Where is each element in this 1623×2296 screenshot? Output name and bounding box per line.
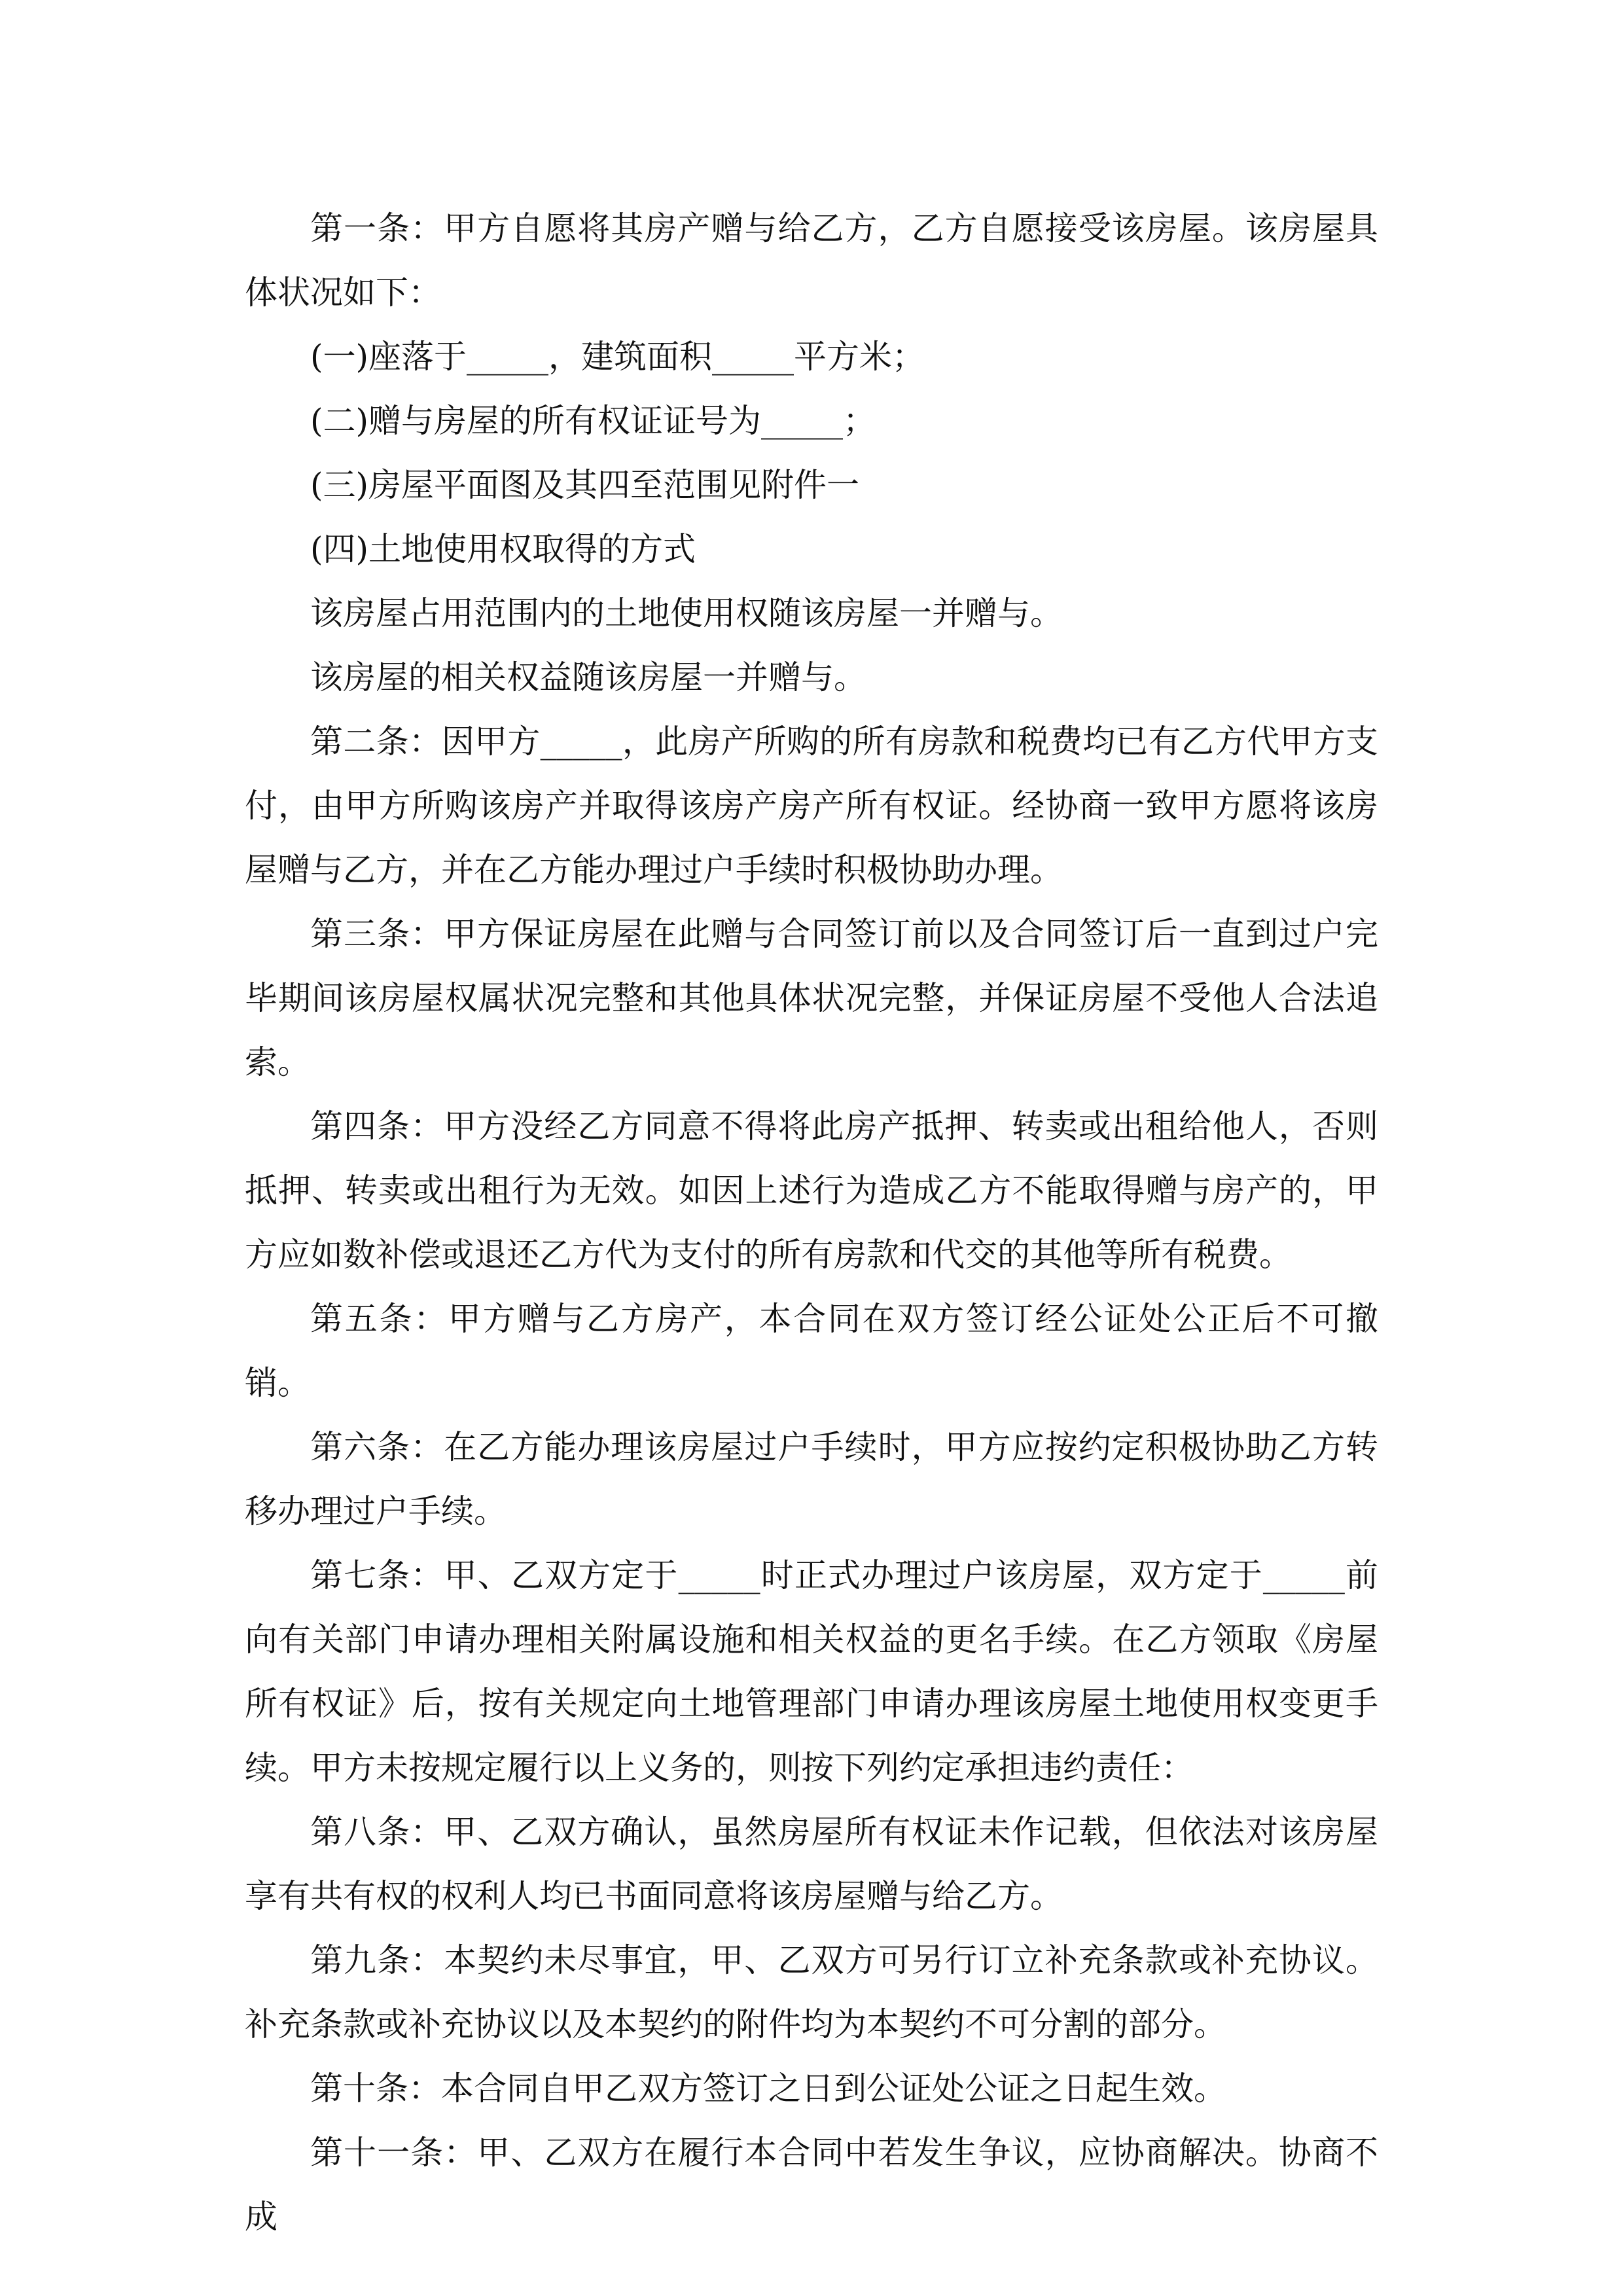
article-10-paragraph: 第十条：本合同自甲乙双方签订之日到公证处公证之日起生效。 bbox=[310, 2070, 1226, 2108]
article-9-paragraph: 第九条：本契约未尽事宜，甲、乙双方可另行订立补充条款或补充协议。补充条款或补充协议以及本契约的附件均为本契约不可分割的部分。 bbox=[245, 1941, 1378, 2043]
article-7-paragraph: 第七条：甲、乙双方定于_____时正式办理过户该房屋，双方定于_____前向有关部门申请办理相关附属设施和相关权益的更名手续。在乙方领取《房屋所有权证》后，按有关规定向土地管理部门申请办理该房屋土地使用权变更手续。甲方未按规定履行以上义务的，则按下列约定承担违约责任： bbox=[245, 1556, 1378, 1787]
article-6-paragraph: 第六条：在乙方能办理该房屋过户手续时，甲方应按约定积极协助乙方转移办理过户手续。 bbox=[245, 1428, 1378, 1530]
article-4-paragraph: 第四条：甲方没经乙方同意不得将此房产抵押、转卖或出租给他人，否则抵押、转卖或出租行为无效。如因上述行为造成乙方不能取得赠与房产的，甲方应如数补偿或退还乙方代为支付的所有房款和代交的其他等所有税费。 bbox=[245, 1107, 1378, 1274]
floor-plan-clause: (三)房屋平面图及其四至范围见附件一 bbox=[310, 466, 860, 504]
article-3-paragraph: 第三条：甲方保证房屋在此赠与合同签订前以及合同签订后一直到过户完毕期间该房屋权属状况完整和其他具体状况完整，并保证房屋不受他人合法追索。 bbox=[245, 915, 1378, 1081]
land-use-gift-clause: 该房屋占用范围内的土地使用权随该房屋一并赠与。 bbox=[310, 594, 1063, 632]
certificate-number-clause: (二)赠与房屋的所有权证证号为_____； bbox=[310, 402, 876, 440]
land-use-method-clause: (四)土地使用权取得的方式 bbox=[310, 530, 696, 568]
article-1-paragraph: 第一条：甲方自愿将其房产赠与给乙方，乙方自愿接受该房屋。该房屋具体状况如下： bbox=[245, 209, 1378, 312]
article-11-paragraph: 第十一条：甲、乙双方在履行本合同中若发生争议，应协商解决。协商不成 bbox=[245, 2134, 1378, 2236]
article-8-paragraph: 第八条：甲、乙双方确认，虽然房屋所有权证未作记载，但依法对该房屋享有共有权的权利人均已书面同意将该房屋赠与给乙方。 bbox=[245, 1813, 1378, 1915]
related-rights-clause: 该房屋的相关权益随该房屋一并赠与。 bbox=[310, 658, 866, 696]
contract-body bbox=[245, 196, 1378, 2249]
property-location-clause: (一)座落于_____，建筑面积_____平方米； bbox=[310, 338, 925, 376]
article-5-paragraph: 第五条：甲方赠与乙方房产，本合同在双方签订经公证处公正后不可撤销。 bbox=[245, 1300, 1378, 1402]
article-2-paragraph: 第二条：因甲方_____，此房产所购的所有房款和税费均已有乙方代甲方支付，由甲方所购该房产并取得该房产房产所有权证。经协商一致甲方愿将该房屋赠与乙方，并在乙方能办理过户手续时积极协助办理。 bbox=[245, 723, 1378, 889]
